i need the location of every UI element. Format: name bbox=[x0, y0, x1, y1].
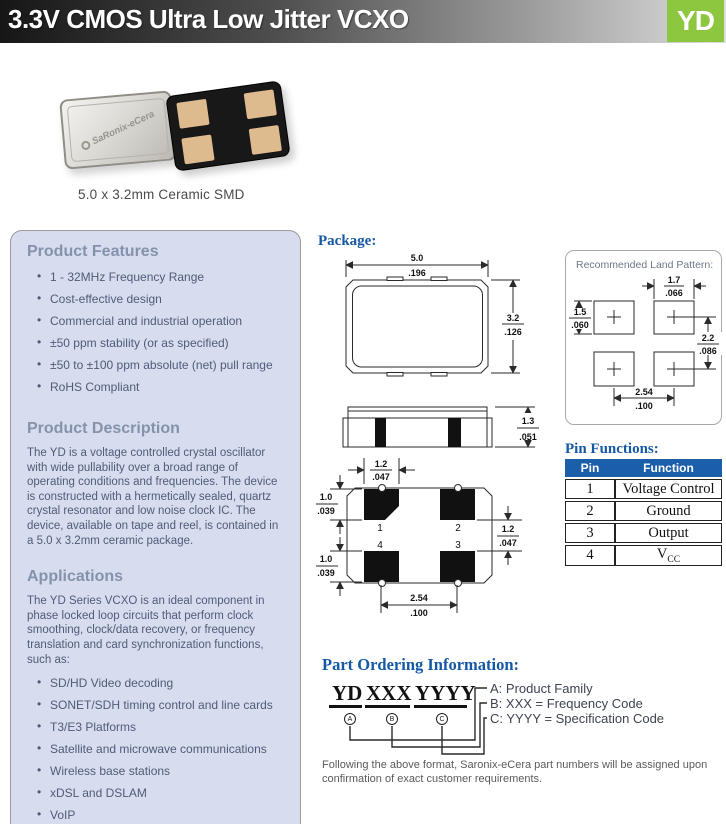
function-cell: Output bbox=[615, 523, 722, 543]
dim-land-width-in: .066 bbox=[665, 288, 683, 298]
bottom-view-pads bbox=[364, 489, 475, 582]
list-item: • VoIP bbox=[37, 808, 287, 822]
land-row-pitch-dimension bbox=[695, 317, 723, 369]
list-item: • Satellite and microwave communications bbox=[37, 742, 287, 756]
ordering-note: Following the above format, Saronix-eCera part numbers will be assigned upon confirmation of exact customer requirements. bbox=[322, 759, 708, 785]
marker-b: B bbox=[386, 713, 398, 725]
dim-pad-width-mm: 1.2 bbox=[374, 459, 388, 469]
top-view-height-dimension bbox=[491, 280, 524, 373]
header-bar bbox=[0, 0, 726, 43]
pad-pitch-dimension bbox=[381, 585, 457, 618]
package-top-view-drawing bbox=[315, 250, 560, 382]
package-bottom-view-drawing bbox=[312, 448, 547, 620]
legend-frequency-code: B: XXX = Frequency Code bbox=[490, 696, 643, 711]
page-title: 3.3V CMOS Ultra Low Jitter VCXO bbox=[8, 4, 409, 34]
dim-pad-height-mm: 1.0 bbox=[319, 492, 333, 502]
legend-specification-code: C: YYYY = Specification Code bbox=[490, 711, 665, 726]
chip-photo-top bbox=[59, 90, 177, 169]
connector-lines bbox=[350, 688, 487, 754]
package-title: Package: bbox=[318, 233, 377, 249]
list-item: • xDSL and DSLAM bbox=[37, 786, 287, 800]
function-cell: Voltage Control bbox=[615, 479, 722, 499]
dim-pad-height2-mm: 1.0 bbox=[319, 554, 333, 564]
list-item: • Cost-effective design bbox=[37, 292, 287, 306]
pin-label-1: 1 bbox=[377, 523, 383, 534]
pin-cell: 3 bbox=[565, 523, 615, 543]
pad-gap-dimension bbox=[477, 506, 522, 565]
vcc-sub: CC bbox=[667, 554, 681, 565]
legend-product-family: A: Product Family bbox=[490, 681, 593, 696]
description-title: Product Description bbox=[27, 420, 180, 437]
pin-label-4: 4 bbox=[377, 540, 383, 551]
col-header-pin: Pin bbox=[565, 459, 615, 477]
dim-height-mm: 3.2 bbox=[506, 313, 520, 323]
pin-functions-table bbox=[565, 457, 722, 568]
code-family: YD bbox=[332, 681, 363, 705]
chip-brand-text: SaRonix-eCera bbox=[90, 108, 157, 148]
sidebar-panel bbox=[10, 230, 301, 824]
side-view-thickness-dimension bbox=[495, 407, 543, 447]
land-pattern-box bbox=[565, 250, 722, 425]
dim-pad-height-in: .039 bbox=[317, 506, 335, 516]
table-header-row bbox=[565, 459, 722, 477]
chip-pad-1 bbox=[176, 99, 209, 129]
side-view-outline bbox=[343, 407, 492, 447]
table-row bbox=[565, 501, 722, 521]
land-col-pitch-dimension bbox=[614, 387, 674, 411]
dim-thickness-in: .051 bbox=[519, 432, 537, 442]
dim-land-row-pitch-in: .086 bbox=[699, 346, 717, 356]
applications-intro: The YD Series VCXO is an ideal component in phase locked loop circuits that perform clock smoothing, clock/data recovery, or frequency translation and card synchronization functions, such as: bbox=[27, 595, 265, 666]
pad-height-dimension-bottom bbox=[316, 537, 362, 596]
land-pad-width-dimension bbox=[642, 275, 706, 299]
table-row bbox=[565, 545, 722, 566]
list-item: • Commercial and industrial operation bbox=[37, 314, 287, 328]
pin-cell: 4 bbox=[565, 545, 615, 566]
list-item: • Wireless base stations bbox=[37, 764, 287, 778]
chip-photo-bottom bbox=[165, 80, 290, 171]
marker-c: C bbox=[436, 713, 448, 725]
package-side-view-drawing bbox=[335, 400, 545, 455]
land-pad-height-dimension bbox=[567, 301, 593, 334]
table-row bbox=[565, 479, 722, 499]
land-pattern-title: Recommended Land Pattern: bbox=[576, 259, 714, 271]
yd-series-logo-text: YD bbox=[677, 5, 714, 36]
list-item: • ±50 to ±100 ppm absolute (net) pull range bbox=[37, 358, 287, 372]
land-pattern-drawing bbox=[566, 251, 723, 426]
pin-cell: 2 bbox=[565, 501, 615, 521]
dim-land-width-mm: 1.7 bbox=[667, 275, 681, 285]
pin-label-2: 2 bbox=[455, 523, 461, 534]
code-frequency: XXX bbox=[366, 681, 412, 705]
dim-height-in: .126 bbox=[504, 327, 522, 337]
col-header-function: Function bbox=[615, 459, 722, 477]
list-item: • RoHS Compliant bbox=[37, 380, 287, 394]
dim-width-mm: 5.0 bbox=[410, 253, 424, 263]
dim-pad-pitch-mm: 2.54 bbox=[410, 593, 428, 603]
applications-title: Applications bbox=[27, 568, 124, 586]
list-item: • T3/E3 Platforms bbox=[37, 720, 287, 734]
list-item: • 1 - 32MHz Frequency Range bbox=[37, 270, 287, 284]
top-view-outline bbox=[346, 277, 488, 376]
dim-land-col-pitch-in: .100 bbox=[635, 401, 653, 411]
photo-caption: 5.0 x 3.2mm Ceramic SMD bbox=[78, 187, 245, 202]
dim-thickness-mm: 1.3 bbox=[521, 416, 535, 426]
vcc-main: V bbox=[656, 546, 668, 562]
function-cell: Ground bbox=[615, 501, 722, 521]
chip-pad-3 bbox=[249, 125, 282, 155]
list-item: • ±50 ppm stability (or as specified) bbox=[37, 336, 287, 350]
marker-a: A bbox=[344, 713, 356, 725]
dim-land-height-in: .060 bbox=[571, 320, 589, 330]
dim-land-row-pitch-mm: 2.2 bbox=[701, 333, 715, 343]
features-title: Product Features bbox=[27, 243, 159, 260]
function-cell bbox=[615, 545, 722, 566]
pin-functions-title: Pin Functions: bbox=[565, 441, 659, 457]
dim-land-col-pitch-mm: 2.54 bbox=[635, 387, 653, 397]
dim-pad-gap-mm: 1.2 bbox=[501, 524, 515, 534]
dim-pad-height2-in: .039 bbox=[317, 568, 335, 578]
chip-pad-2 bbox=[244, 89, 277, 119]
ordering-connector-lines bbox=[320, 680, 495, 760]
pin-cell: 1 bbox=[565, 479, 615, 499]
dim-pad-width-in: .047 bbox=[372, 472, 390, 482]
dim-width-in: .196 bbox=[408, 268, 426, 278]
table-row bbox=[565, 523, 722, 543]
dim-pad-gap-in: .047 bbox=[499, 538, 517, 548]
yd-series-logo bbox=[667, 0, 724, 42]
features-list bbox=[37, 270, 287, 394]
top-view-width-dimension bbox=[346, 253, 488, 278]
pad-width-dimension bbox=[348, 458, 415, 484]
dim-pad-pitch-in: .100 bbox=[410, 608, 428, 618]
code-specification: YYYY bbox=[415, 681, 476, 705]
pin-label-3: 3 bbox=[455, 540, 461, 551]
list-item: • SD/HD Video decoding bbox=[37, 676, 287, 690]
pad-height-dimension-top bbox=[316, 475, 362, 534]
chip-pad-4 bbox=[181, 134, 214, 164]
ordering-title: Part Ordering Information: bbox=[322, 655, 520, 674]
description-body: The YD is a voltage controlled crystal oscillator with wide pullability over a broad range of operating conditions and frequencies. The device is constructed with a hermetically sealed, quartz crystal resonator and low noise clock IC. The device, available on tape and reel, is contained in a 5.0 x 3.2mm ceramic package. bbox=[27, 447, 279, 547]
list-item: • SONET/SDH timing control and line cards bbox=[37, 698, 287, 712]
dim-land-height-mm: 1.5 bbox=[573, 307, 587, 317]
applications-list bbox=[37, 676, 287, 822]
